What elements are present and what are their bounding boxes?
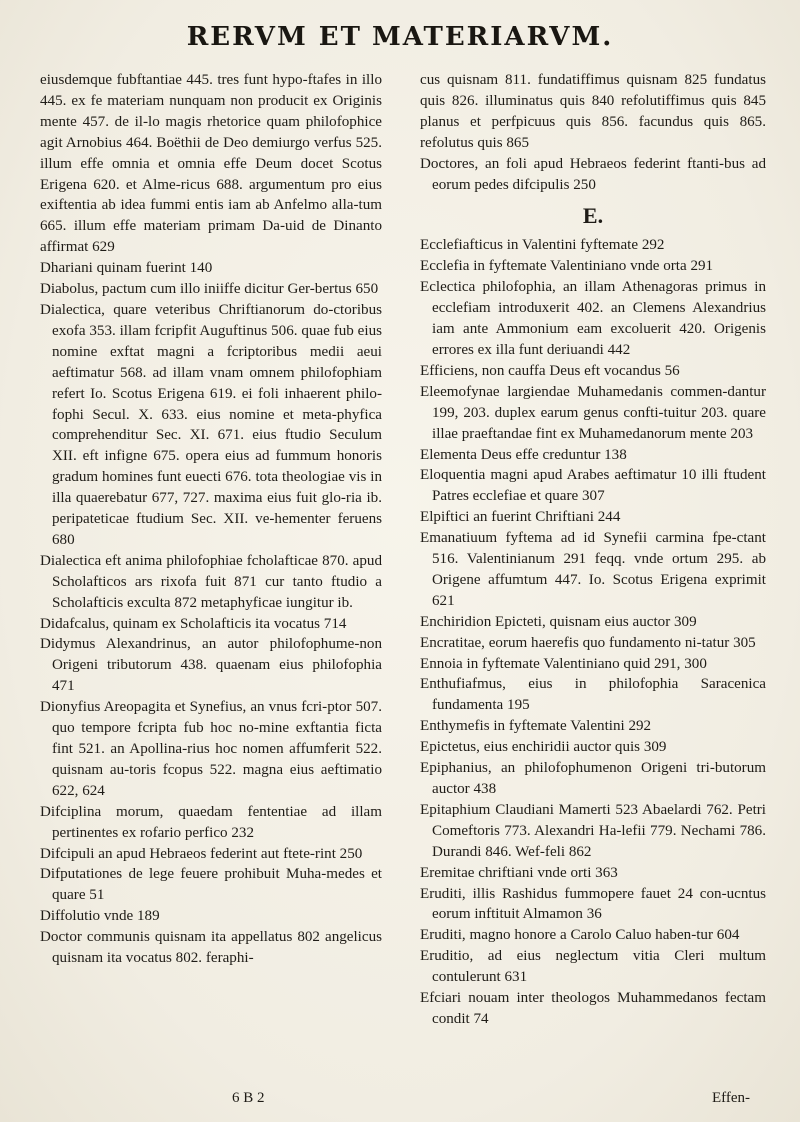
index-entry: Ecclefia in fyftemate Valentiniano vnde orta 291 <box>420 258 714 275</box>
index-entry: Epitaphium Claudiani Mamerti 523 Abaelardi 762. Petri Comeftoris 773. Alexandri Ha-lefii 779. Nechami 786. Durandi 846. Wef-feli 862 <box>420 801 766 860</box>
index-entry: Doctor communis quisnam ita appellatus 802 angelicus quisnam ita vocatus 802. feraphi- <box>40 929 382 967</box>
index-entry: Dionyfius Areopagita et Synefius, an vnus fcri-ptor 507. quo tempore fcripta fub hoc no-mine exftantia ficta fint 521. an Apollina-rius hoc nomen affumferit 522. quisnam au-toris fcopus 522. magna eius aeftimatio 622, 624 <box>40 699 382 799</box>
index-entry: eiusdemque fubftantiae 445. tres funt hypo-ftafes in illo 445. ex fe materiam nunquam non producit ex Originis mente 457. de il-lo magis rhetorice quam philofophice agit Arnobius 464. Boëthii de Deo demiurgo verfus 525. illum effe omnia et omnia effe Deum docet Scotus Erigena 620. et Alme-ricus 688. argumentum pro eius exiftentia ab idea fummi entis iam ab Anfelmo alla-tum 665. illum effe materiam primam Da-uid de Dinanto affirmat 629 <box>40 72 382 256</box>
index-entry: cus quisnam 811. fundatiffimus quisnam 825 fundatus quis 826. illuminatus quis 840 refolutiffimus quis 845 planus et perfpicuus quis 856. facundus quis 865. refolutus quis 865 <box>420 72 766 151</box>
index-entry: Eremitae chriftiani vnde orti 363 <box>420 864 618 881</box>
index-entry: Eloquentia magni apud Arabes aeftimatur 10 illi ftudent Patres ecclefiae et quare 307 <box>420 467 766 505</box>
running-head-right: MATERIARVM. <box>371 22 614 52</box>
section-letter-heading: E. <box>582 203 604 229</box>
left-index-column <box>40 70 382 969</box>
right-entries-d <box>420 70 766 195</box>
index-entry: Emanatiuum fyftema ad id Synefii carmina fpe-ctant 516. Valentinianum 291 feqq. vnde ortum 295. ab Origene affumtum 447. Io. Scotus Erigena exprimit 621 <box>420 530 766 609</box>
index-entry: Difciplina morum, quaedam fententiae ad illam pertinentes ex rofario perfico 232 <box>40 803 382 841</box>
index-entry: Enthymefis in fyftemate Valentini 292 <box>420 718 652 735</box>
index-entry: Diabolus, pactum cum illo iniiffe dicitur Ger-bertus 650 <box>40 281 379 298</box>
index-entry: Eruditi, illis Rashidus fummopere fauet 24 con-ucntus eorum inftituit Almamon 36 <box>420 885 766 923</box>
right-index-column <box>420 70 766 1030</box>
index-entry: Difcipuli an apud Hebraeos federint aut ftete-rint 250 <box>40 845 363 862</box>
right-entries-e <box>420 235 766 1029</box>
index-entry: Eruditio, ad eius neglectum vitia Cleri multum contulerunt 631 <box>420 948 766 986</box>
index-entry: Efciari nouam inter theologos Muhammedanos fectam condit 74 <box>420 990 766 1027</box>
index-entry: Eclectica philofophia, an illam Athenagoras primus in ecclefiam introduxerit 402. an Clemens Alexandrius iam ante Ammonium eam excoluerit 420. Origenis errores ex illa funt deriuandi 442 <box>420 279 766 358</box>
index-entry: Enthufiafmus, eius in philofophia Saracenica fundamenta 195 <box>420 676 766 714</box>
index-entry: Didymus Alexandrinus, an autor philofophume-non Origeni tributorum 438. quaenam eius philofophia 471 <box>40 636 382 695</box>
index-entry: Epiphanius, an philofophumenon Origeni tri-butorum auctor 438 <box>420 760 766 797</box>
index-entry: Elementa Deus effe creduntur 138 <box>420 446 627 463</box>
index-entry: Elpiftici an fuerint Chriftiani 244 <box>420 509 621 526</box>
signature-mark: 6 B 2 <box>232 1090 265 1106</box>
running-head-left: RERVM ET <box>186 22 362 52</box>
index-entry: Encratitae, eorum haerefis quo fundamento ni-tatur 305 <box>420 634 756 651</box>
index-entry: Eruditi, magno honore a Carolo Caluo haben-tur 604 <box>420 927 740 944</box>
index-entry: Efficiens, non cauffa Deus eft vocandus 56 <box>420 362 680 379</box>
index-entry: Ennoia in fyftemate Valentiniano quid 291, 300 <box>420 655 707 672</box>
index-entry: Dialectica, quare veteribus Chriftianorum do-ctoribus exofa 353. illam fcripfit Auguftinus 506. quae fub eius nomine exftat magni a fcriptoribus medii aeui aeftimatur 568. ad illam vnam omnem philofophiam refert Io. Scotus Erigena 619. ei foli inhaerent philo-fophi Secul. X. 633. eius nomine et meta-phyfica comprehenditur Sec. XI. 671. eius ftudio Seculum XII. eft infigne 675. opera eius ad fummum honoris gradum homines funt euecti 676. tota theologiae vis in illa quaerebatur 677, 727. maxima eius fuit glo-ria ib. peripateticae ftudium Sec. XII. ve-hementer feruens 680 <box>40 301 382 548</box>
index-entry: Didafcalus, quinam ex Scholafticis ita vocatus 714 <box>40 615 347 632</box>
index-entry: Doctores, an foli apud Hebraeos federint ftanti-bus ad eorum pedes difcipulis 250 <box>420 155 766 193</box>
index-entry: Difputationes de lege feuere prohibuit Muha-medes et quare 51 <box>40 866 382 904</box>
running-head <box>0 22 800 52</box>
index-entry: Ecclefiafticus in Valentini fyftemate 292 <box>420 237 665 254</box>
index-entry: Epictetus, eius enchiridii auctor quis 309 <box>420 739 667 756</box>
index-entry: Enchiridion Epicteti, quisnam eius auctor 309 <box>420 613 697 630</box>
index-entry: Eleemofynae largiendae Muhamedanis commen-dantur 199, 203. duplex earum genus confti-tuitur 203. quare illae praeftandae fint ex Muhamedanorum mente 203 <box>420 383 766 442</box>
index-entry: Dhariani quinam fuerint 140 <box>40 260 213 277</box>
index-entry: Dialectica eft anima philofophiae fcholafticae 870. apud Scholafticos ars rixofa fuit 871 cur tanto ftudio a Scholafticis exculta 872 metaphyficae iungitur ib. <box>40 552 382 611</box>
index-entry: Diffolutio vnde 189 <box>40 908 160 925</box>
catchword: Effen- <box>712 1090 751 1106</box>
